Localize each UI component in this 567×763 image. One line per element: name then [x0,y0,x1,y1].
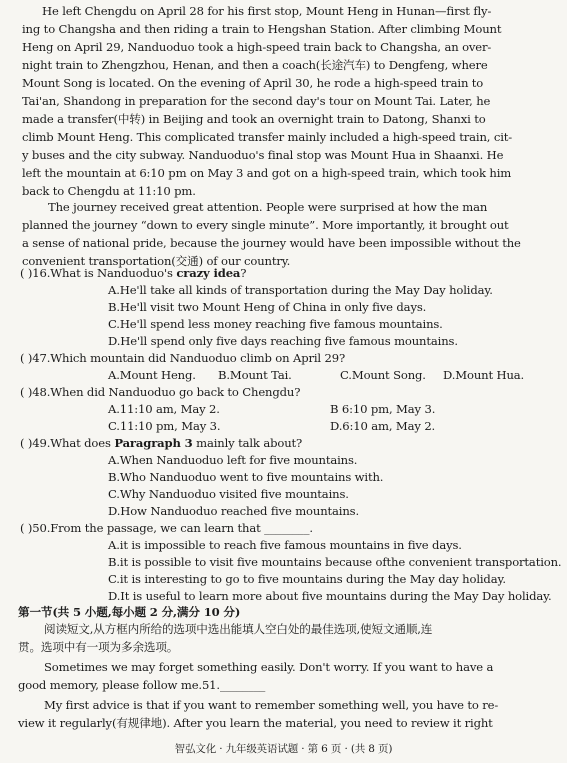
question-50-option-c: C.it is interesting to go to five mountains during the May day holiday. [108,572,506,586]
passage-line: He left Chengdu on April 28 for his first stop, Mount Heng in Hunan—first fly- [42,4,492,18]
question-49-stem: ( )49.What does Paragraph 3 mainly talk about? [20,436,303,450]
question-48-option-b: B 6:10 pm, May 3. [330,402,436,416]
passage-line: view it regularly(有规律地). After you learn the material, you need to review it right [18,716,493,730]
question-47-option-b: B.Mount Tai. [218,368,292,382]
question-48-option-a: A.11:10 am, May 2. [108,402,220,416]
section-instructions: 阅读短文,从方框内所给的选项中选出能填人空白处的最佳选项,使短文通顺,连 [44,622,433,636]
question-47-option-c: C.Mount Song. [340,368,426,382]
passage-line: Tai'an, Shandong in preparation for the second day's tour on Mount Tai. Later, he [22,94,491,108]
passage-line: Sometimes we may forget something easily. Don't worry. If you want to have a [44,660,494,674]
passage-line: convenient transportation(交通) of our country. [22,254,291,268]
section-title: 第一节(共 5 小题,每小题 2 分,满分 10 分) [18,605,241,619]
question-49-option-c: C.Why Nanduoduo visited five mountains. [108,487,349,501]
section-instructions: 贯。选项中有一项为多余选项。 [18,640,179,654]
question-49-option-a: A.When Nanduoduo left for five mountains. [108,453,358,467]
question-48-stem: ( )48.When did Nanduoduo go back to Chengdu? [20,385,301,399]
question-50-option-d: D.It is useful to learn more about five mountains during the May Day holiday. [108,589,552,603]
passage-line: The journey received great attention. People were surprised at how the man [48,200,488,214]
passage-line: made a transfer(中转) in Beijing and took an overnight train to Datong, Shanxi to [22,112,486,126]
passage-line: ing to Changsha and then riding a train to Hengshan Station. After climbing Mount [22,22,502,36]
question-49-option-b: B.Who Nanduoduo went to five mountains with. [108,470,384,484]
question-46-option-d: D.He'll spend only five days reaching five famous mountains. [108,334,458,348]
page-footer: 智弘文化 · 九年级英语试题 · 第 6 页 · (共 8 页) [174,743,393,755]
passage-line: left the mountain at 6:10 pm on May 3 and got on a high-speed train, which took him [22,166,512,180]
question-49-option-d: D.How Nanduoduo reached five mountains. [108,504,359,518]
question-48-option-c: C.11:10 pm, May 3. [108,419,221,433]
passage-line: back to Chengdu at 11:10 pm. [22,184,196,198]
passage-line: My first advice is that if you want to remember something well, you have to re- [44,698,499,712]
passage-line: night train to Zhengzhou, Henan, and then a coach(长途汽车) to Dengfeng, where [22,58,488,72]
question-47-option-d: D.Mount Hua. [443,368,525,382]
question-50-option-b: B.it is possible to visit five mountains because ofthe convenient transportation. [108,555,562,569]
question-46-option-c: C.He'll spend less money reaching five famous mountains. [108,317,443,331]
passage-line: planned the journey “down to every single minute”. More importantly, it brought out [22,218,509,232]
passage-line: good memory, please follow me.51.________ [18,678,266,692]
question-50-option-a: A.it is impossible to reach five famous mountains in five days. [108,538,462,552]
passage-line: climb Mount Heng. This complicated transfer mainly included a high-speed train, cit- [22,130,513,144]
question-46-option-a: A.He'll take all kinds of transportation during the May Day holiday. [108,283,493,297]
question-46-option-b: B.He'll visit two Mount Heng of China in only five days. [108,300,427,314]
passage-line: a sense of national pride, because the journey would have been impossible without the [22,236,521,250]
question-50-stem: ( )50.From the passage, we can learn that ________. [20,521,313,535]
question-48-option-d: D.6:10 am, May 2. [330,419,436,433]
question-46-stem: ( )16.What is Nanduoduo's crazy idea? [20,266,247,280]
passage-line: Heng on April 29, Nanduoduo took a high-speed train back to Changsha, an over- [22,40,492,54]
question-47-option-a: A.Mount Heng. [108,368,196,382]
passage-line: Mount Song is located. On the evening of April 30, he rode a high-speed train to [22,76,484,90]
question-47-stem: ( )47.Which mountain did Nanduoduo climb on April 29? [20,351,346,365]
passage-line: y buses and the city subway. Nanduoduo's final stop was Mount Hua in Shaanxi. He [22,148,504,162]
